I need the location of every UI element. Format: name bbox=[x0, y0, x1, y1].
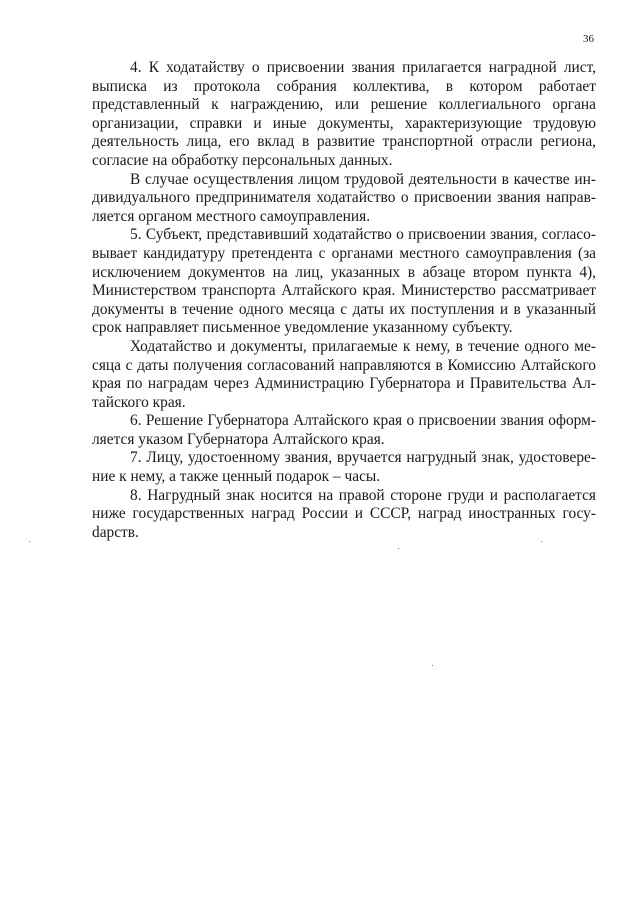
scan-speck bbox=[432, 665, 433, 666]
document-body bbox=[92, 59, 596, 542]
paragraph-commission-submission: Ходатайство и документы, прилагаемые к нему, в течение одного месяца с даты получения согласований направляются в Комиссию Алтайского края по наградам через Администрацию Губернатора и Правительства Алтайского края. bbox=[92, 337, 596, 411]
paragraph-4-attachments: 4. К ходатайству о присвоении звания прилагается наградной лист, выписка из протокола собрания коллектива, в котором работает представленный к награждению, или решение коллегиального органа организации, справки и иные документы, характеризующие трудовую деятельность лица, его вклад в развитие транспортной отрасли региона, согласие на обработку персональных данных. bbox=[92, 59, 596, 169]
paragraph-8-badge-wearing: 8. Нагрудный знак носится на правой стороне груди и располагается ниже государственных наград России и СССР, наград иностранных госуdарств. bbox=[92, 486, 596, 541]
paragraph-6-decree: 6. Решение Губернатора Алтайского края о присвоении звания оформляется указом Губернатора Алтайского края. bbox=[92, 412, 596, 448]
scan-speck bbox=[541, 541, 542, 542]
paragraph-entrepreneur-case: В случае осуществления лицом трудовой деятельности в качестве индивидуального предпринимателя ходатайство о присвоении звания направляется органом местного самоуправления. bbox=[92, 170, 596, 225]
paragraph-5-approval: 5. Субъект, представивший ходатайство о присвоении звания, согласовывает кандидатуру претендента с органами местного самоуправления (за исключением документов на лиц, указанных в абзаце втором пункта 4), Министерством транспорта Алтайского края. Министерство рассматривает документы в течение одного месяца с даты их поступления и в указанный срок направляет письменное уведомление указанному субъекту. bbox=[92, 226, 596, 337]
paragraph-7-award-items: 7. Лицу, удостоенному звания, вручается нагрудный знак, удостоверение к нему, а также ценный подарок – часы. bbox=[92, 449, 596, 486]
page-number: 36 bbox=[583, 33, 594, 45]
scan-speck bbox=[398, 548, 399, 549]
scan-speck bbox=[29, 541, 30, 542]
